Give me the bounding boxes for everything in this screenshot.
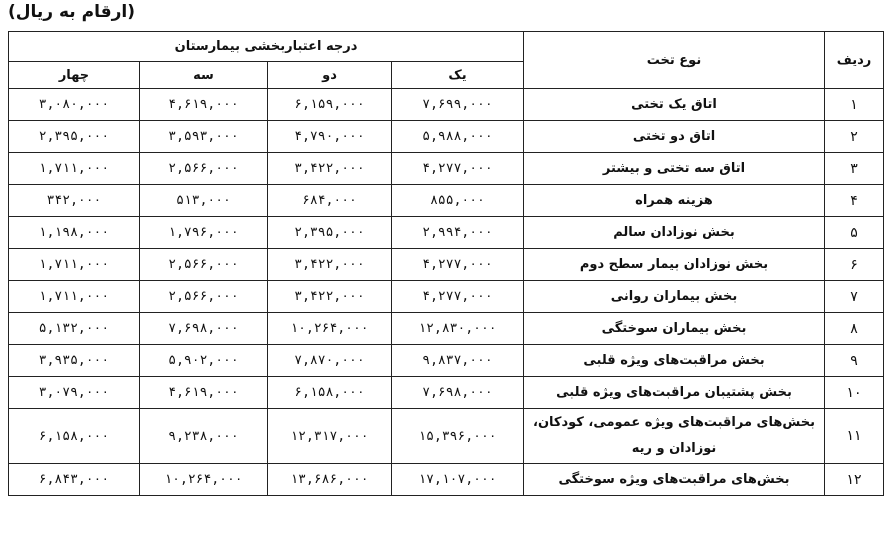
bed-type-cell: بخش پشتیبان مراقبت‌های ویژه قلبی	[524, 377, 825, 409]
rate-cell-grade-2: ۲,۳۹۵,۰۰۰	[268, 217, 392, 249]
rate-cell-grade-3: ۲,۵۶۶,۰۰۰	[140, 249, 268, 281]
rate-cell-grade-2: ۶,۱۵۸,۰۰۰	[268, 377, 392, 409]
rate-cell-grade-2: ۶,۱۵۹,۰۰۰	[268, 89, 392, 121]
rate-cell-grade-3: ۵۱۳,۰۰۰	[140, 185, 268, 217]
header-grade-group: درجه اعتباربخشی بیمارستان	[9, 32, 524, 62]
header-grade-2: دو	[268, 62, 392, 89]
rate-cell-grade-2: ۶۸۴,۰۰۰	[268, 185, 392, 217]
rate-cell-grade-1: ۷,۶۹۸,۰۰۰	[392, 377, 524, 409]
bed-type-cell: بخش بیماران روانی	[524, 281, 825, 313]
rate-cell-grade-3: ۵,۹۰۲,۰۰۰	[140, 345, 268, 377]
table-row	[9, 281, 884, 313]
rate-cell-grade-4: ۵,۱۳۲,۰۰۰	[9, 313, 140, 345]
rate-cell-grade-1: ۱۲,۸۳۰,۰۰۰	[392, 313, 524, 345]
row-number-cell: ۳	[825, 153, 884, 185]
rate-cell-grade-3: ۱,۷۹۶,۰۰۰	[140, 217, 268, 249]
rate-cell-grade-4: ۱,۷۱۱,۰۰۰	[9, 249, 140, 281]
rate-cell-grade-3: ۹,۲۳۸,۰۰۰	[140, 409, 268, 464]
rate-cell-grade-4: ۲,۳۹۵,۰۰۰	[9, 121, 140, 153]
table-row	[9, 217, 884, 249]
rate-cell-grade-2: ۱۲,۳۱۷,۰۰۰	[268, 409, 392, 464]
rate-cell-grade-4: ۱,۷۱۱,۰۰۰	[9, 281, 140, 313]
rate-cell-grade-4: ۳۴۲,۰۰۰	[9, 185, 140, 217]
header-bed-type: نوع تخت	[524, 32, 825, 89]
rate-cell-grade-4: ۱,۱۹۸,۰۰۰	[9, 217, 140, 249]
header-grade-1: یک	[392, 62, 524, 89]
rate-cell-grade-4: ۱,۷۱۱,۰۰۰	[9, 153, 140, 185]
rate-cell-grade-2: ۳,۴۲۲,۰۰۰	[268, 249, 392, 281]
header-grade-4: چهار	[9, 62, 140, 89]
table-row	[9, 409, 884, 464]
bed-type-cell: بخش بیماران سوختگی	[524, 313, 825, 345]
table-row	[9, 153, 884, 185]
row-number-cell: ۲	[825, 121, 884, 153]
row-number-cell: ۱	[825, 89, 884, 121]
row-number-cell: ۱۱	[825, 409, 884, 464]
bed-type-cell: اتاق دو تختی	[524, 121, 825, 153]
rate-cell-grade-3: ۴,۶۱۹,۰۰۰	[140, 377, 268, 409]
rate-cell-grade-1: ۱۷,۱۰۷,۰۰۰	[392, 464, 524, 496]
rate-cell-grade-2: ۳,۴۲۲,۰۰۰	[268, 281, 392, 313]
bed-type-cell: بخش نوزادان سالم	[524, 217, 825, 249]
rate-cell-grade-3: ۳,۵۹۳,۰۰۰	[140, 121, 268, 153]
rate-cell-grade-2: ۴,۷۹۰,۰۰۰	[268, 121, 392, 153]
rate-cell-grade-1: ۸۵۵,۰۰۰	[392, 185, 524, 217]
table-row	[9, 464, 884, 496]
rate-cell-grade-4: ۳,۰۷۹,۰۰۰	[9, 377, 140, 409]
bed-type-cell: بخش مراقبت‌های ویژه قلبی	[524, 345, 825, 377]
row-number-cell: ۱۲	[825, 464, 884, 496]
rate-cell-grade-4: ۶,۸۴۳,۰۰۰	[9, 464, 140, 496]
rate-cell-grade-1: ۴,۲۷۷,۰۰۰	[392, 153, 524, 185]
bed-type-cell: بخش نوزادان بیمار سطح دوم	[524, 249, 825, 281]
row-number-cell: ۴	[825, 185, 884, 217]
header-row-top	[9, 32, 884, 62]
header-grade-3: سه	[140, 62, 268, 89]
row-number-cell: ۱۰	[825, 377, 884, 409]
header-row-number: ردیف	[825, 32, 884, 89]
table-row	[9, 89, 884, 121]
bed-type-cell: هزینه همراه	[524, 185, 825, 217]
row-number-cell: ۶	[825, 249, 884, 281]
bed-type-cell: اتاق سه تختی و بیشتر	[524, 153, 825, 185]
rate-cell-grade-4: ۳,۹۳۵,۰۰۰	[9, 345, 140, 377]
row-number-cell: ۹	[825, 345, 884, 377]
table-body	[9, 89, 884, 496]
rate-cell-grade-1: ۴,۲۷۷,۰۰۰	[392, 281, 524, 313]
rate-cell-grade-3: ۱۰,۲۶۴,۰۰۰	[140, 464, 268, 496]
row-number-cell: ۸	[825, 313, 884, 345]
rate-cell-grade-1: ۷,۶۹۹,۰۰۰	[392, 89, 524, 121]
rate-cell-grade-2: ۳,۴۲۲,۰۰۰	[268, 153, 392, 185]
rate-cell-grade-2: ۱۰,۲۶۴,۰۰۰	[268, 313, 392, 345]
row-number-cell: ۵	[825, 217, 884, 249]
table-row	[9, 249, 884, 281]
rate-cell-grade-2: ۱۳,۶۸۶,۰۰۰	[268, 464, 392, 496]
rate-cell-grade-3: ۴,۶۱۹,۰۰۰	[140, 89, 268, 121]
rate-cell-grade-1: ۱۵,۳۹۶,۰۰۰	[392, 409, 524, 464]
table-row	[9, 121, 884, 153]
rate-cell-grade-1: ۵,۹۸۸,۰۰۰	[392, 121, 524, 153]
bed-rates-table	[8, 31, 884, 496]
bed-type-cell: بخش‌های مراقبت‌های ویژه سوختگی	[524, 464, 825, 496]
table-row	[9, 313, 884, 345]
rate-cell-grade-1: ۲,۹۹۴,۰۰۰	[392, 217, 524, 249]
bed-type-cell: بخش‌های مراقبت‌های ویژه عمومی، کودکان، نوزادان و ریه	[524, 409, 825, 464]
bed-type-cell: اتاق یک تختی	[524, 89, 825, 121]
rate-cell-grade-3: ۲,۵۶۶,۰۰۰	[140, 153, 268, 185]
row-number-cell: ۷	[825, 281, 884, 313]
rate-cell-grade-4: ۶,۱۵۸,۰۰۰	[9, 409, 140, 464]
rate-cell-grade-2: ۷,۸۷۰,۰۰۰	[268, 345, 392, 377]
rate-cell-grade-3: ۷,۶۹۸,۰۰۰	[140, 313, 268, 345]
table-row	[9, 377, 884, 409]
table-row	[9, 345, 884, 377]
rate-cell-grade-3: ۲,۵۶۶,۰۰۰	[140, 281, 268, 313]
rate-cell-grade-4: ۳,۰۸۰,۰۰۰	[9, 89, 140, 121]
rate-cell-grade-1: ۹,۸۳۷,۰۰۰	[392, 345, 524, 377]
unit-note: (ارقام به ریال)	[8, 2, 135, 22]
rate-cell-grade-1: ۴,۲۷۷,۰۰۰	[392, 249, 524, 281]
table-row	[9, 185, 884, 217]
